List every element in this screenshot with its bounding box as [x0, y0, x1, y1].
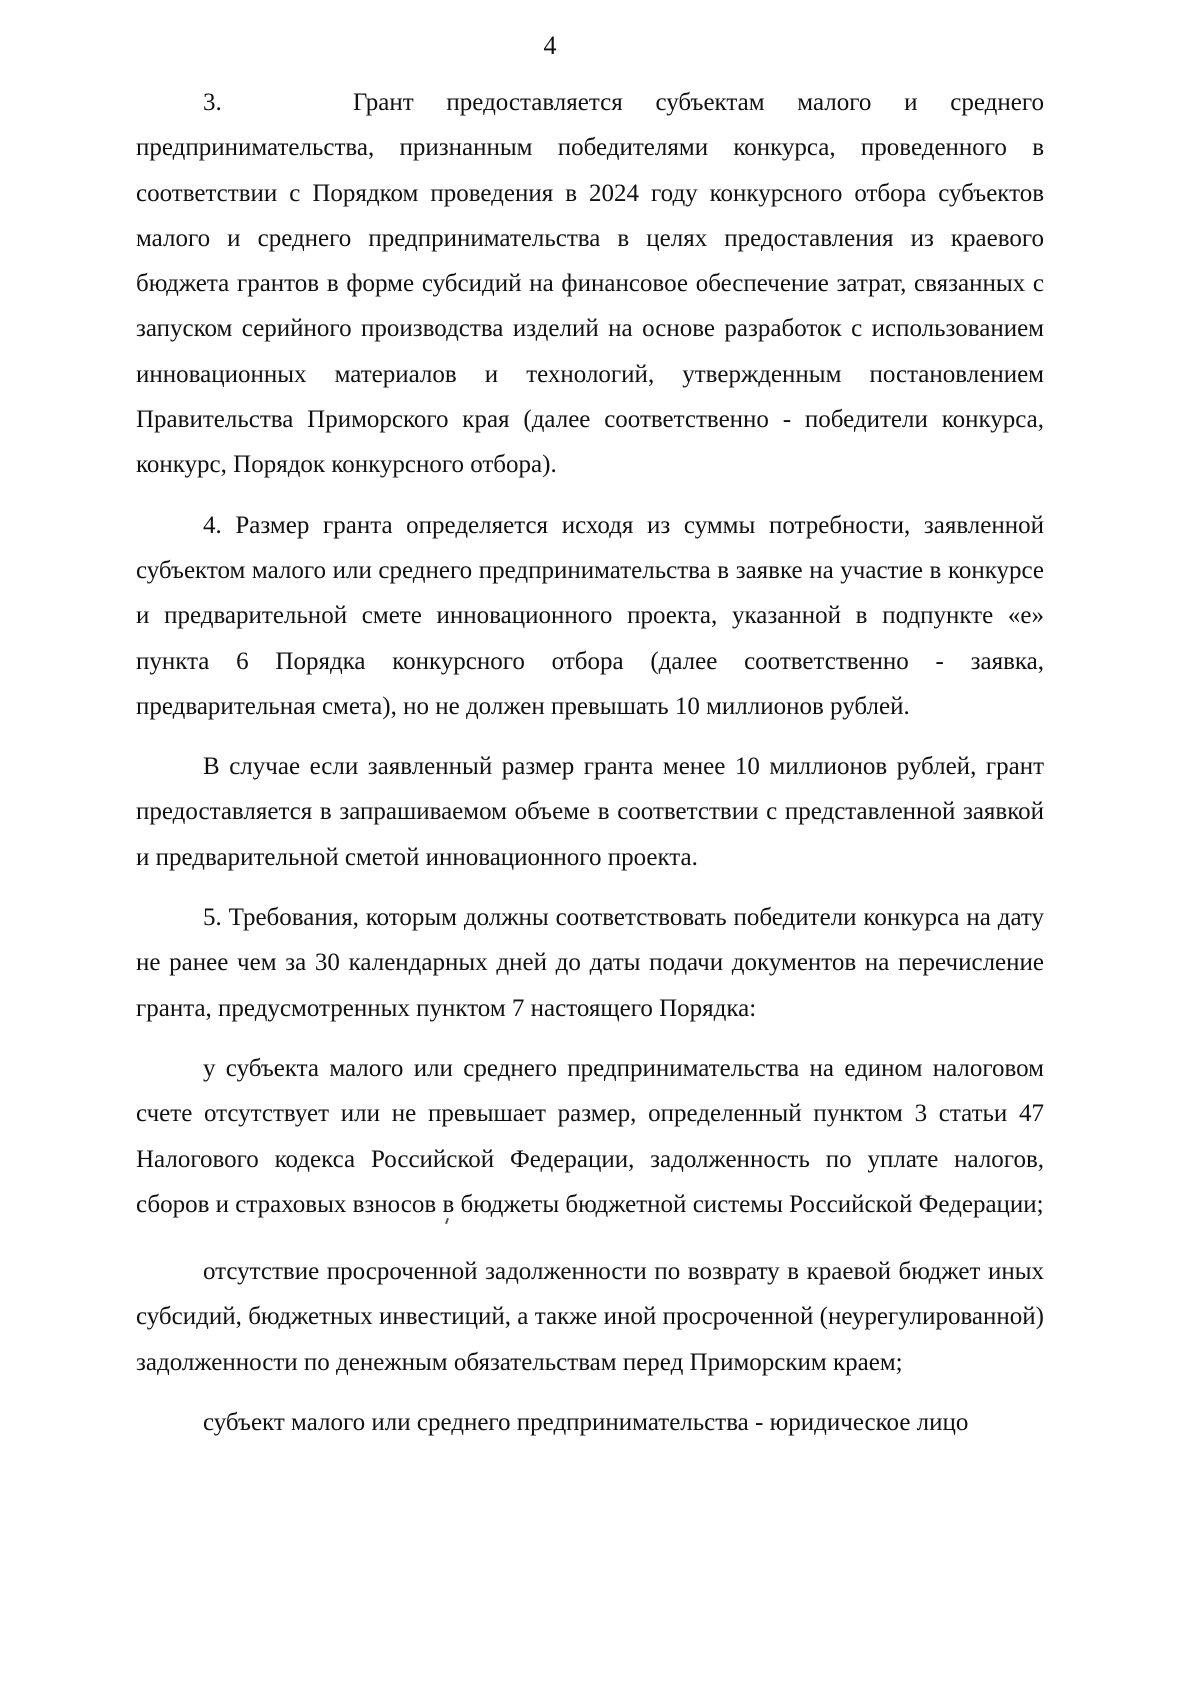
- paragraph-3-grant-recipients: 3. Грант предоставляется субъектам малого и среднего предпринимательства, признанным победителями конкурса, проведенного в соответствии с Порядком проведения в 2024 году конкурсного отбора субъектов малого и среднего предпринимательства в целях предоставления из краевого бюджета грантов в форме субсидий на финансовое обеспечение затрат, связанных с запуском серийного производства изделий на основе разработок с использованием инновационных материалов и технологий, утвержденным постановлением Правительства Приморского края (далее соответственно - победители конкурса, конкурс, Порядок конкурсного отбора).: [136, 89, 1044, 479]
- paragraph-grant-under-limit: В случае если заявленный размер гранта менее 10 миллионов рублей, грант предоставляется в запрашиваемом объеме в соответствии с представленной заявкой и предварительной сметой инновационного проекта.: [136, 753, 1044, 871]
- page-number: 4: [543, 31, 557, 60]
- paragraph-5-requirements: 5. Требования, которым должны соответствовать победители конкурса на дату не ранее чем за 30 календарных дней до даты подачи документов на перечисление гранта, предусмотренных пунктом 7 настоящего Порядка:: [136, 904, 1044, 1022]
- document-body: [136, 80, 1044, 1445]
- requirement-no-overdue-debt: отсутствие просроченной задолженности по возврату в краевой бюджет иных субсидий, бюджетных инвестиций, а также иной просроченной (неурегулированной) задолженности по денежным обязательствам перед Приморским краем;: [136, 1258, 1044, 1376]
- paragraph-4-grant-amount: 4. Размер гранта определяется исходя из суммы потребности, заявленной субъектом малого или среднего предпринимательства в заявке на участие в конкурсе и предварительной смете инновационного проекта, указанной в подпункте «е» пункта 6 Порядка конкурсного отбора (далее соответственно - заявка, предварительная смета), но не должен превышать 10 миллионов рублей.: [136, 511, 1044, 720]
- requirement-legal-entity: субъект малого или среднего предпринимательства - юридическое лицо: [203, 1409, 969, 1437]
- requirement-tax-debt: у субъекта малого или среднего предпринимательства на едином налоговом счете отсутствует или не превышает размер, определенный пунктом 3 статьи 47 Налогового кодекса Российской Федерации, задолженность по уплате налогов, сборов и страховых взносов в бюджеты бюджетной системы Российской Федерации;: [136, 1054, 1044, 1218]
